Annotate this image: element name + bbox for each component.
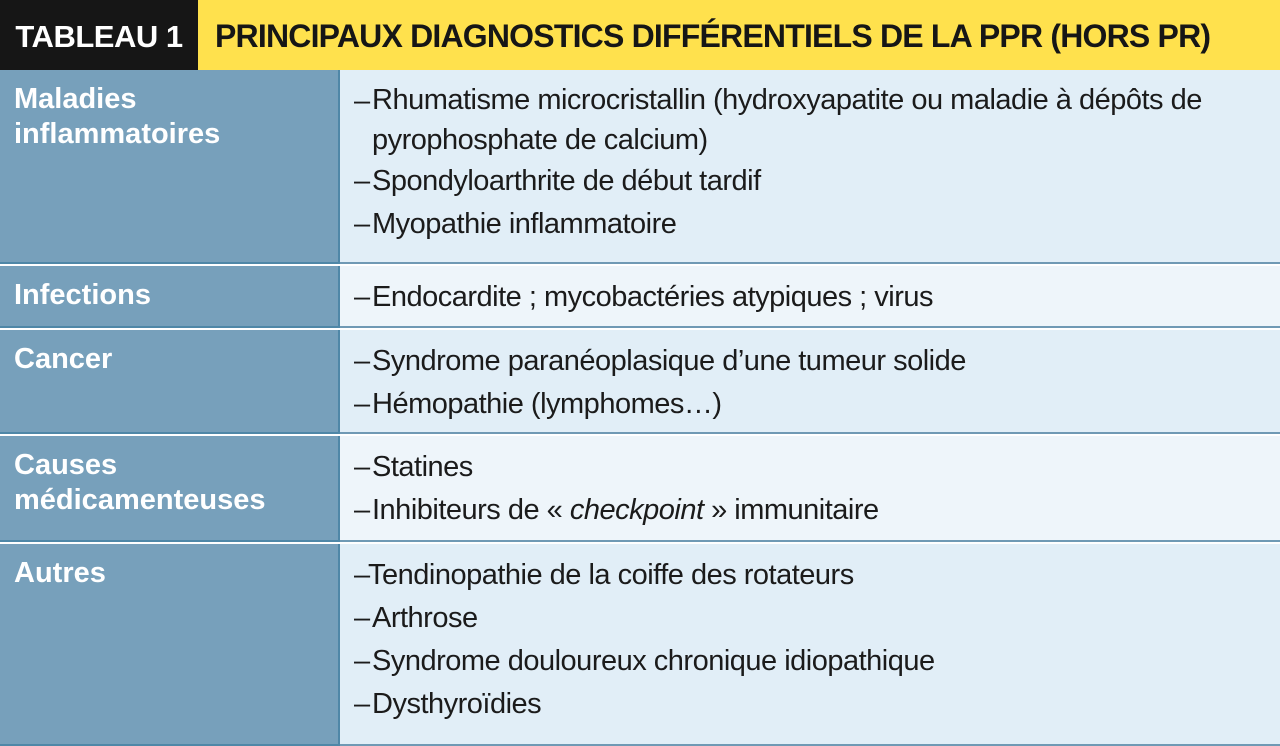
dash-bullet: – bbox=[354, 388, 370, 420]
list-item-text: Tendinopathie de la coiffe des rotateurs bbox=[368, 559, 854, 591]
table-row-cancer bbox=[0, 328, 1280, 434]
row-label: Autres bbox=[0, 544, 340, 746]
list-item bbox=[354, 203, 1270, 246]
table-title: PRINCIPAUX DIAGNOSTICS DIFFÉRENTIELS DE LA PPR (HORS PR) bbox=[198, 0, 1280, 70]
list-item bbox=[354, 160, 1270, 203]
table-header bbox=[0, 0, 1280, 70]
row-label: Maladies inflammatoires bbox=[0, 70, 340, 264]
differential-diagnosis-table bbox=[0, 70, 1280, 746]
row-content bbox=[340, 266, 1280, 328]
list-item-text: Syndrome douloureux chronique idiopathique bbox=[372, 645, 935, 677]
text-after: » immunitaire bbox=[703, 494, 879, 526]
list-item bbox=[354, 80, 1270, 160]
table-row-autres bbox=[0, 542, 1280, 746]
list-item bbox=[354, 340, 1270, 383]
list-item-text: Spondyloarthrite de début tardif bbox=[372, 165, 761, 197]
list-item bbox=[354, 446, 1270, 489]
list-item bbox=[354, 597, 1270, 640]
dash-bullet: – bbox=[354, 165, 370, 197]
dash-bullet: – bbox=[354, 208, 370, 240]
dash-bullet: – bbox=[354, 345, 370, 377]
list-item-text: Myopathie inflammatoire bbox=[372, 208, 677, 240]
table-row-maladies-inflammatoires bbox=[0, 70, 1280, 264]
list-item-text: Dysthyroïdies bbox=[372, 688, 542, 720]
row-label: Cancer bbox=[0, 330, 340, 434]
list-item-text: Arthrose bbox=[372, 602, 478, 634]
table-number-tag: TABLEAU 1 bbox=[0, 0, 198, 70]
dash-bullet: – bbox=[354, 602, 370, 634]
dash-bullet: – bbox=[354, 645, 370, 677]
italic-term: checkpoint bbox=[569, 494, 704, 526]
list-item-text: Statines bbox=[372, 451, 473, 483]
list-item bbox=[354, 554, 1270, 597]
list-item-text: Syndrome paranéoplasique d’une tumeur solide bbox=[372, 345, 966, 377]
list-item bbox=[354, 489, 1270, 532]
list-item-text bbox=[372, 489, 1270, 532]
list-item-text: Hémopathie (lymphomes…) bbox=[372, 388, 722, 420]
dash-bullet: – bbox=[354, 494, 370, 526]
dash-bullet: – bbox=[354, 688, 370, 720]
table-row-causes-medicamenteuses bbox=[0, 434, 1280, 542]
text-before: Inhibiteurs de « bbox=[372, 494, 570, 526]
row-label: Causes médicamenteuses bbox=[0, 436, 340, 542]
dash-bullet: – bbox=[354, 281, 370, 313]
table-row-infections bbox=[0, 264, 1280, 328]
row-content bbox=[340, 70, 1280, 264]
list-item-text: Rhumatisme microcristallin (hydroxyapatite ou maladie à dépôts de pyrophosphate de calcium) bbox=[372, 84, 1202, 156]
dash-bullet: – bbox=[354, 85, 370, 117]
list-item-text: Endocardite ; mycobactéries atypiques ; virus bbox=[372, 281, 933, 313]
dash-bullet: – bbox=[354, 559, 370, 591]
row-content bbox=[340, 330, 1280, 434]
list-item bbox=[354, 276, 1270, 319]
row-content bbox=[340, 544, 1280, 746]
dash-bullet: – bbox=[354, 451, 370, 483]
row-label: Infections bbox=[0, 266, 340, 328]
row-content bbox=[340, 436, 1280, 542]
list-item bbox=[354, 383, 1270, 426]
list-item bbox=[354, 683, 1270, 726]
list-item bbox=[354, 640, 1270, 683]
